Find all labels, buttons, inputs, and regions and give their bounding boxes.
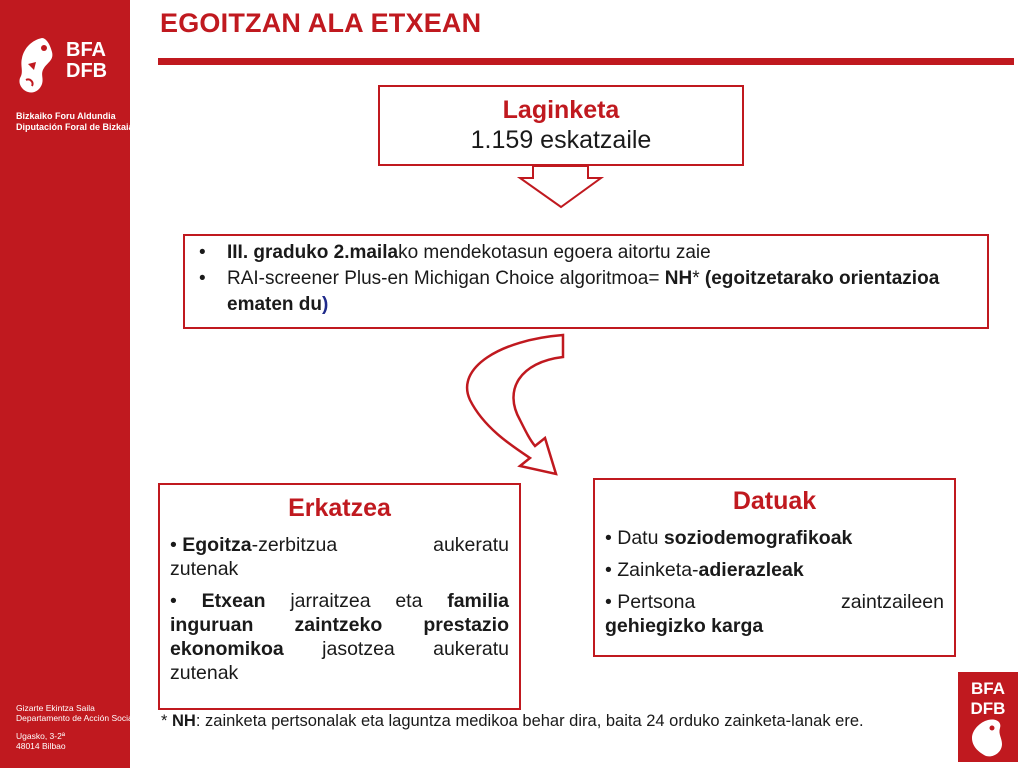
data-item: • Datu soziodemografikoak xyxy=(605,527,853,549)
logo-text: BFA DFB xyxy=(66,39,108,82)
sample-box xyxy=(378,85,744,166)
organization-name: Bizkaiko Foru Aldundia Diputación Foral de Bizkaia xyxy=(16,111,134,132)
criteria-item: • RAI-screener Plus-en Michigan Choice algoritmoa= NH* (egoitzetarako orientazioa ematen du) xyxy=(199,268,940,315)
data-box xyxy=(593,478,956,657)
sample-value: 1.159 eskatzaile xyxy=(470,126,652,154)
svg-text:DFB: DFB xyxy=(970,699,1006,718)
data-item: • Pertsona zaintzaileen gehiegizko karga xyxy=(605,591,944,637)
comparison-item: • Egoitza-zerbitzua aukeratu zutenak xyxy=(170,534,509,580)
footnote: * NH: zainketa pertsonalak eta laguntza medikoa behar dira, baita 24 orduko zainketa-lanak ere. xyxy=(161,712,864,730)
down-arrow-icon xyxy=(520,166,601,207)
data-title: Datuak xyxy=(732,487,817,515)
curved-arrow-icon xyxy=(467,335,563,474)
comparison-title: Erkatzea xyxy=(288,494,391,522)
data-item: • Zainketa-adierazleak xyxy=(605,559,804,581)
comparison-box xyxy=(158,483,521,710)
criteria-box xyxy=(183,234,989,329)
department-info: Gizarte Ekintza Saila Departamento de Acción Social Ugasko, 3-2ª 48014 Bilbao xyxy=(16,703,135,751)
bfa-logo-small xyxy=(958,672,1018,762)
svg-text:BFA: BFA xyxy=(971,679,1005,698)
page-title: EGOITZAN ALA ETXEAN xyxy=(160,8,482,38)
sample-title: Laginketa xyxy=(502,96,620,124)
comparison-item: • Etxean jarraitzea eta familia inguruan zaintzeko prestazio ekonomikoa jasotzea aukeratu zutenak xyxy=(170,590,509,684)
criteria-item: • III. graduko 2.mailako mendekotasun egoera aitortu zaie xyxy=(199,242,711,263)
